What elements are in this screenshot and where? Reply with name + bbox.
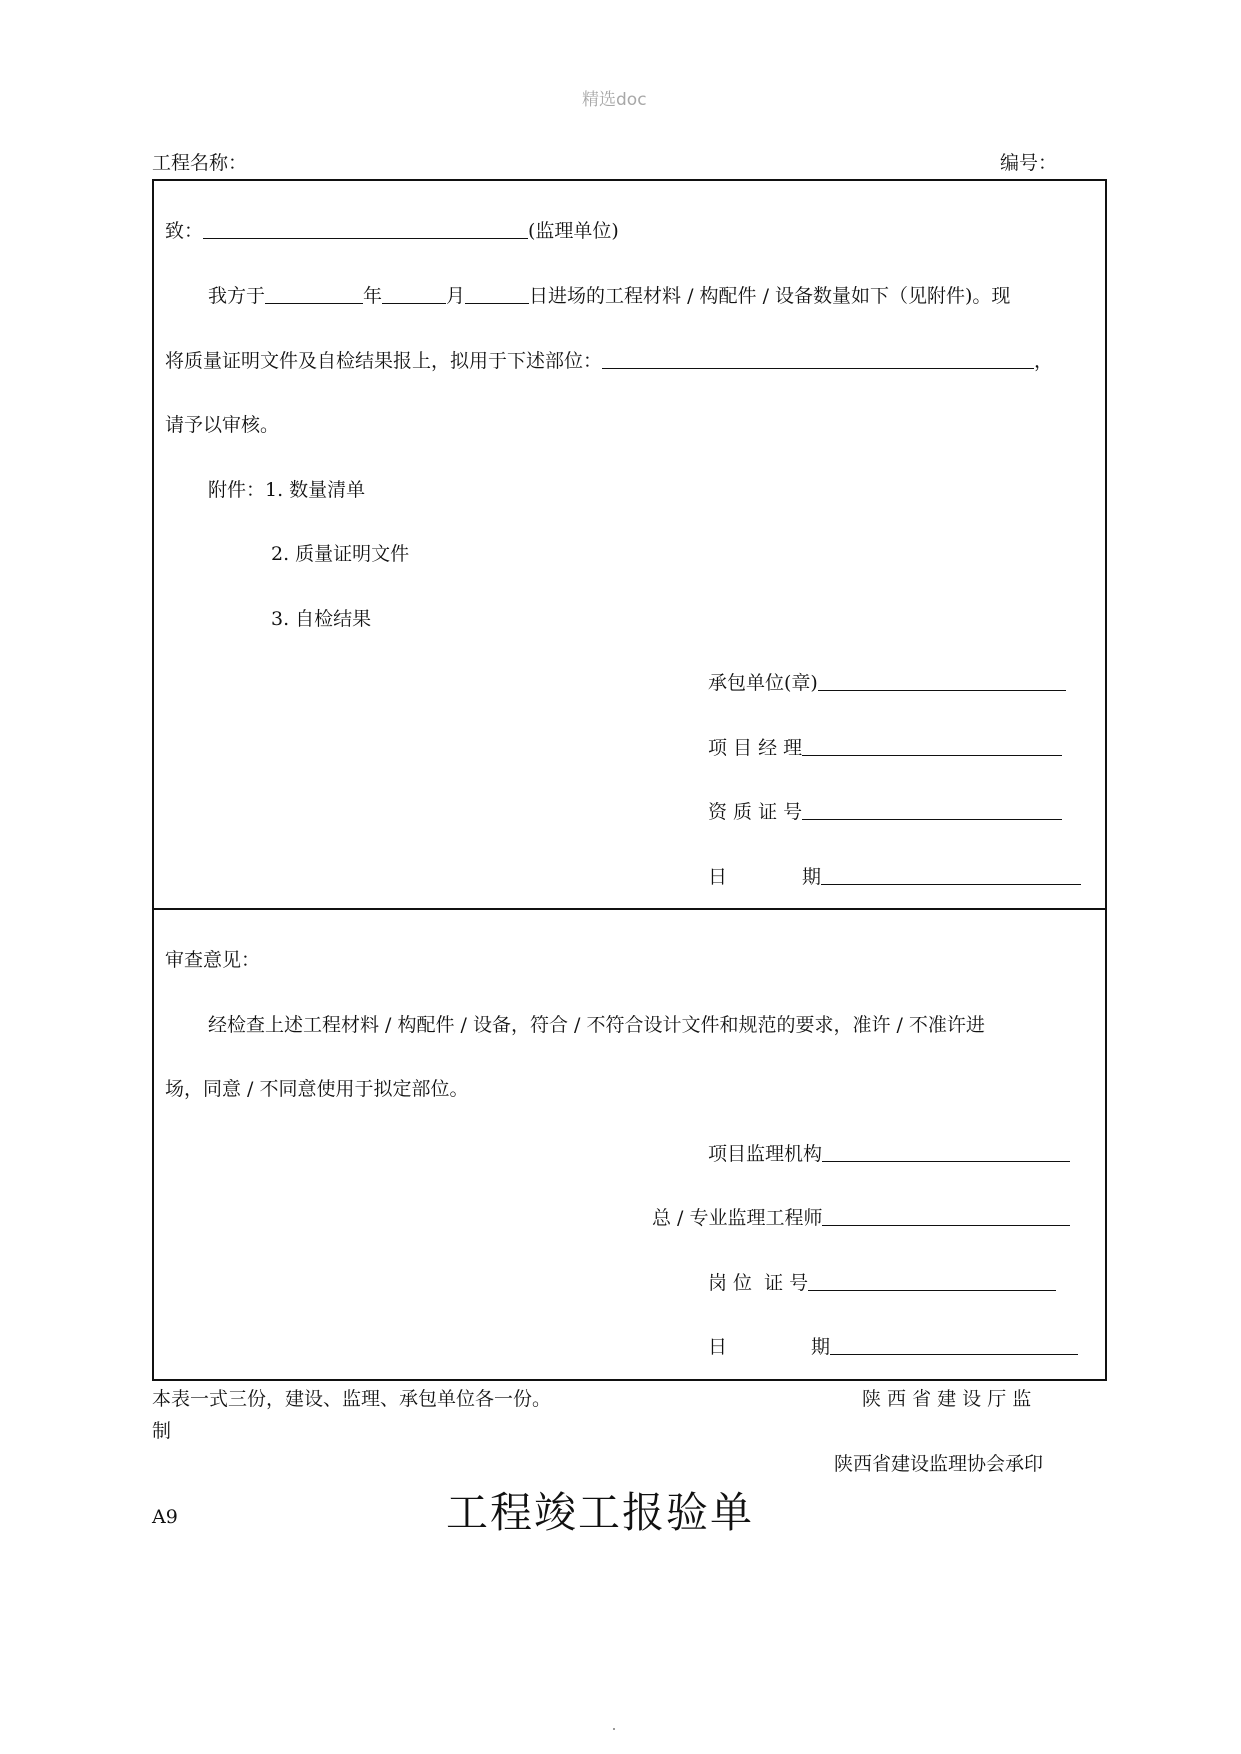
engineer-blank[interactable] [822,1224,1070,1226]
to-line [165,222,619,241]
entry-text-a: 我方于 [208,285,266,307]
copies-note: 本表一式三份，建设、监理、承包单位各一份。 [152,1388,552,1410]
attachments-label: 附件： [208,479,266,501]
date-sign-line [708,868,1081,887]
entry-text-rest: 日进场的工程材料 / 构配件 / 设备数量如下（见附件)。现 [529,285,1011,307]
month-blank[interactable] [382,302,446,304]
manager-sign-line [708,739,1062,758]
date-label-b: 期 [802,866,822,888]
review-line-1: 经检查上述工程材料 / 构配件 / 设备，符合 / 不符合设计文件和规范的要求，准许 / 不准许进 [208,1014,985,1036]
org-sign-line [708,1145,1070,1164]
date-label-a: 日 [708,1336,728,1358]
contractor-label: 承包单位(章) [708,672,818,694]
section-divider [152,908,1107,910]
copies-note-wrap: 制 [152,1420,172,1442]
review-date-sign-line [708,1338,1078,1357]
org-label: 项目监理机构 [708,1143,823,1165]
manager-blank[interactable] [802,754,1062,756]
attachment-item: 3. 自检结果 [271,608,372,630]
location-comma: ， [1034,350,1054,372]
review-line-2: 场，同意 / 不同意使用于拟定部位。 [165,1078,469,1100]
page-dot [613,1728,615,1730]
review-opinion-label: 审查意见： [165,949,261,971]
watermark: 精选doc [582,90,647,110]
month-label: 月 [446,285,466,307]
entry-line [208,287,1010,306]
contractor-sign-line [708,674,1066,693]
issuer-line-1: 陕 西 省 建 设 厅 监 [862,1388,1032,1410]
location-line [165,352,1053,371]
engineer-label: 总 / 专业监理工程师 [652,1207,823,1229]
date-label-a: 日 [708,866,728,888]
engineer-sign-line [652,1209,1070,1228]
attachment-item: 2. 质量证明文件 [271,543,410,565]
post-cert-sign-line [708,1274,1056,1293]
cert-blank[interactable] [802,818,1062,820]
form-title: 工程竣工报验单 [446,1488,755,1537]
post-cert-blank[interactable] [808,1289,1056,1291]
to-label: 致： [165,220,204,242]
year-blank[interactable] [265,302,363,304]
review-date-blank[interactable] [830,1353,1078,1355]
attachments-line [208,481,365,500]
to-suffix: (监理单位) [528,220,619,242]
date-label-b: 期 [811,1336,831,1358]
day-blank[interactable] [465,302,529,304]
manager-label: 项 目 经 理 [708,737,803,759]
supervisor-unit-blank[interactable] [203,237,528,239]
date-blank[interactable] [821,883,1081,885]
form-code: A9 [152,1506,178,1528]
contractor-blank[interactable] [818,689,1066,691]
attachment-item: 1. 数量清单 [265,479,366,501]
year-label: 年 [363,285,383,307]
review-request: 请予以审核。 [165,414,280,436]
cert-label: 资 质 证 号 [708,801,803,823]
number-label: 编号： [1000,152,1058,174]
location-blank[interactable] [602,367,1034,369]
issuer-line-2: 陕西省建设监理协会承印 [834,1453,1044,1475]
project-name-label: 工程名称： [152,152,248,174]
org-blank[interactable] [822,1160,1070,1162]
location-text: 将质量证明文件及自检结果报上，拟用于下述部位： [165,350,603,372]
post-cert-label: 岗 位 证 号 [708,1272,809,1294]
cert-sign-line [708,803,1062,822]
